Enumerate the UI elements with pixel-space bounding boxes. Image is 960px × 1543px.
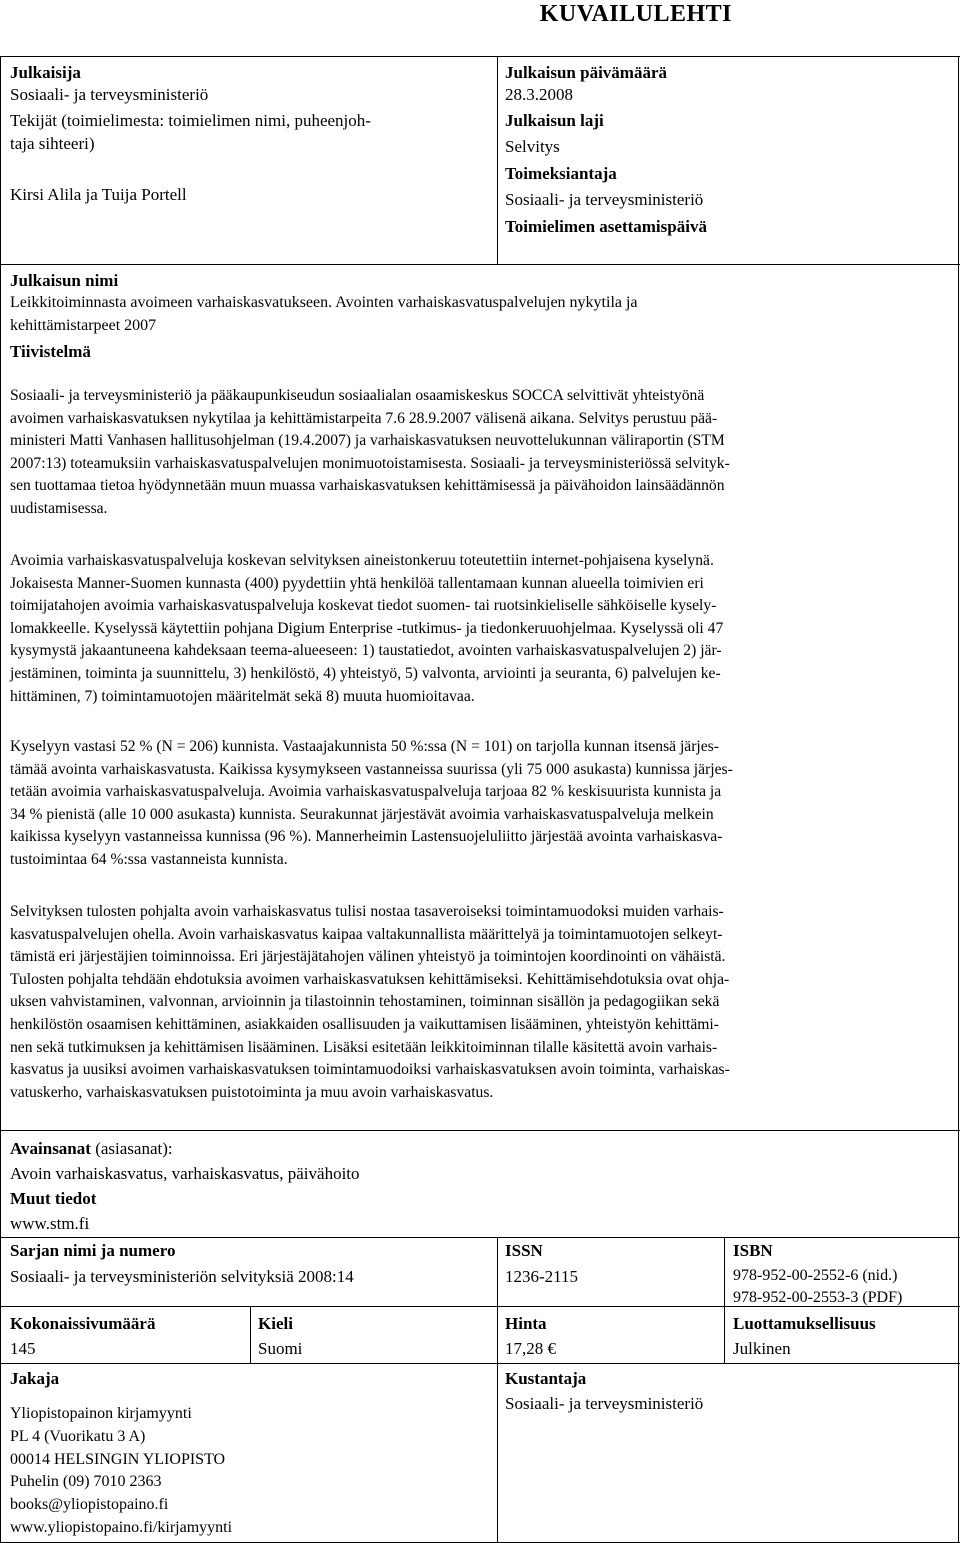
publication-date-label: Julkaisun päivämäärä: [505, 63, 668, 82]
isbn-column-divider: [724, 1237, 725, 1363]
summary-p2-line: Jokaisesta Manner-Suomen kunnasta (400) pyydettiin yhtä henkilöä tallentamaan kunnan alueella toimivien eri: [10, 574, 704, 592]
isbn-value-pdf: 978-952-00-2553-3 (PDF): [733, 1289, 903, 1306]
distributor-line: 00014 HELSINGIN YLIOPISTO: [10, 1450, 226, 1468]
issn-value: 1236-2115: [505, 1267, 579, 1286]
pages-bottom-border: [0, 1363, 960, 1364]
distributor-line: Puhelin (09) 7010 2363: [10, 1473, 162, 1491]
keywords-label-suffix: (asiasanat):: [90, 1139, 173, 1158]
authors-label-line1: Tekijät (toimielimesta: toimielimen nimi, puheenjoh-: [10, 111, 371, 130]
authors-value: Kirsi Alila ja Tuija Portell: [10, 185, 187, 204]
summary-paragraph-1: [10, 385, 950, 521]
language-column-divider: [250, 1306, 251, 1363]
distributor-line: Yliopistopainon kirjamyynti: [10, 1405, 192, 1422]
summary-p2-line: hittäminen, 7) toimintamuotojen määritelmät sekä 8) muuta huomioitavaa.: [10, 687, 475, 705]
publisher-cost-label: Kustantaja: [505, 1369, 587, 1388]
header-bottom-border: [0, 264, 960, 265]
bottom-column-divider: [497, 1237, 498, 1543]
summary-p2-line: Avoimia varhaiskasvatuspalveluja koskevan selvityksen aineistonkeruu toteutettiin internet-pohjaisena kyselynä.: [10, 552, 714, 569]
summary-p4-line: henkilöstön osaamisen kehittäminen, asiakkaiden osallisuuden ja vaikuttamisen lisääminen, yhteistyön kehittämi-: [10, 1015, 719, 1033]
isbn-value-print: 978-952-00-2552-6 (nid.): [733, 1267, 898, 1284]
summary-p1-line: ministeri Matti Vanhasen hallitusohjelman (19.4.2007) ja varhaiskasvatuksen neuvottelukunnan väliraportin (STM: [10, 432, 725, 450]
publication-date-value: 28.3.2008: [505, 85, 573, 104]
price-label: Hinta: [505, 1314, 547, 1333]
summary-p2-line: kysymystä jakaantuneena kahdeksaan teema-alueeseen: 1) taustatiedot, avointen varhaiskasvatuspalvelujen 2) jär-: [10, 642, 722, 660]
isbn-label: ISBN: [733, 1241, 773, 1260]
frame-left-border: [0, 56, 1, 1543]
summary-p4-line: Tulosten pohjalta tehdään ehdotuksia avoimen varhaiskasvatuksen kehittämiseksi. Kehittämisehdotuksia ovat ohja-: [10, 970, 730, 988]
distributor-line: PL 4 (Vuorikatu 3 A): [10, 1427, 146, 1445]
keywords-value: Avoin varhaiskasvatus, varhaiskasvatus, päivähoito: [10, 1164, 360, 1183]
summary-p3-line: tustoimintaa 64 %:ssa vastanneista kunnista.: [10, 850, 288, 868]
commissioner-value: Sosiaali- ja terveysministeriö: [505, 190, 704, 209]
summary-p3-line: Kyselyyn vastasi 52 % (N = 206) kunnista. Vastaajakunnista 50 %:ssa (N = 101) on tarjolla kunnan itsensä järjes-: [10, 738, 719, 755]
header-column-divider: [497, 56, 498, 264]
publication-name-label: Julkaisun nimi: [10, 271, 119, 290]
info-bottom-border: [0, 1237, 960, 1238]
publication-type-label: Julkaisun laji: [505, 111, 604, 130]
distributor-website-link[interactable]: www.yliopistopaino.fi/kirjamyynti: [10, 1518, 233, 1536]
committee-date-label: Toimielimen asettamispäivä: [505, 217, 707, 236]
other-info-value: www.stm.fi: [10, 1214, 90, 1233]
publisher-cost-value: Sosiaali- ja terveysministeriö: [505, 1394, 704, 1413]
summary-p2-line: toimijatahojen avoimia varhaiskasvatuspalveluja koskevat tiedot suomen- tai ruotsinkieliselle sähköiselle kysely-: [10, 597, 717, 615]
confidentiality-label: Luottamuksellisuus: [733, 1314, 876, 1333]
summary-p1-line: 2007:13) toteamuksiin varhaiskasvatuspalvelujen monimuotoistamisesta. Sosiaali- ja terveysministeriössä selvityk-: [10, 454, 730, 472]
summary-p1-line: Sosiaali- ja terveysministeriö ja pääkaupunkiseudun sosiaalialan osaamiskeskus SOCCA selvittivät yhteistyönä: [10, 387, 705, 404]
summary-bottom-border: [0, 1130, 960, 1131]
summary-p1-line: sen tuottamaa tietoa hyödynnetään muun muassa varhaiskasvatuksen kehittämisessä ja päivähoidon lainsäädännön: [10, 477, 725, 495]
summary-paragraph-3: [10, 736, 950, 872]
summary-p3-line: tetään avoimia varhaiskasvatuspalveluja. Avoimia varhaiskasvatuspalveluja tarjoaa 82 % keskisuurista kunnista ja: [10, 783, 722, 801]
page-title: KUVAILULEHTI: [539, 1, 732, 27]
summary-p3-line: kaikissa kyselyyn vastanneissa kunnissa (96 %). Mannerheimin Lastensuojeluliitto järjestää avointa varhaiskasva-: [10, 828, 723, 846]
keywords-label: Avainsanat: [10, 1139, 91, 1158]
summary-p2-line: lomakkeelle. Kyselyssä käytettiin pohjana Digium Enterprise -tutkimus- ja tiedonkeruuohjelmaa. Kyselyssä oli 47: [10, 619, 724, 637]
distributor-email-link[interactable]: books@yliopistopaino.fi: [10, 1496, 169, 1514]
summary-paragraph-4: [10, 901, 950, 1104]
summary-p4-line: Selvityksen tulosten pohjalta avoin varhaiskasvatus tulisi nostaa tasaveroiseksi toimintamuodoksi muiden varhais-: [10, 903, 724, 920]
summary-p1-line: uudistamisessa.: [10, 499, 108, 517]
confidentiality-value: Julkinen: [733, 1339, 791, 1358]
frame-top-border: [0, 56, 960, 57]
keywords-heading: [10, 1138, 173, 1160]
summary-p4-line: kasvatuspalvelujen ohella. Avoin varhaiskasvatus kaipaa valtakunnallista määrittelyä ja toimintamuotojen selkeyt-: [10, 925, 723, 943]
language-value: Suomi: [258, 1339, 303, 1358]
commissioner-label: Toimeksiantaja: [505, 164, 617, 183]
publication-name-line1: Leikkitoiminnasta avoimeen varhaiskasvatukseen. Avointen varhaiskasvatuspalvelujen nykytila ja: [10, 294, 638, 311]
total-pages-value: 145: [10, 1339, 36, 1358]
series-value: Sosiaali- ja terveysministeriön selvityksiä 2008:14: [10, 1267, 354, 1286]
distributor-address: [10, 1403, 232, 1540]
total-pages-label: Kokonaissivumäärä: [10, 1314, 156, 1333]
summary-p4-line: tämistä eri järjestäjien toiminnoissa. Eri järjestäjätahojen välinen yhteistyö ja toimintojen koordinointi on vähäistä.: [10, 948, 726, 966]
summary-p4-line: nen sekä tutkimuksen ja kehittämisen lisääminen. Lisäksi esitetään leikkitoiminnan tilalle käsitettä avoin varhais-: [10, 1038, 718, 1056]
publication-name-line2: kehittämistarpeet 2007: [10, 317, 157, 334]
publisher-value: Sosiaali- ja terveysministeriö: [10, 85, 209, 104]
summary-paragraph-2: [10, 550, 950, 708]
other-info-label: Muut tiedot: [10, 1189, 97, 1208]
summary-p4-line: vatuskerho, varhaiskasvatuksen puistotoiminta ja muu avoin varhaiskasvatus.: [10, 1083, 494, 1101]
summary-p2-line: jestäminen, toiminta ja suunnittelu, 3) henkilöstö, 4) yhteistyö, 5) valvonta, arviointi ja seuranta, 6) palvelujen ke-: [10, 664, 721, 682]
price-value: 17,28 €: [505, 1339, 556, 1358]
distributor-label: Jakaja: [10, 1369, 60, 1388]
publication-type-value: Selvitys: [505, 137, 560, 156]
summary-p4-line: kasvatus ja uusiksi avoimen varhaiskasvatuksen toimintamuodoiksi varhaiskasvatuksen avoin toiminta, varhaiskas-: [10, 1061, 730, 1079]
series-label: Sarjan nimi ja numero: [10, 1241, 176, 1260]
summary-p4-line: uksen vahvistaminen, valvonnan, arvioinnin ja tilastoinnin tehostaminen, toiminnan sisällön ja pedagogiikan sekä: [10, 993, 720, 1011]
summary-p3-line: tämää avointa varhaiskasvatusta. Kaikissa kysymykseen vastanneissa suurissa (yli 75 000 asukasta) kunnissa järjes-: [10, 760, 733, 778]
frame-right-border: [958, 56, 959, 1543]
summary-p3-line: 34 % pienistä (alle 10 000 asukasta) kunnista. Seurakunnat järjestävät avoimia varhaiskasvatuspalveluja melkein: [10, 805, 714, 823]
publisher-label: Julkaisija: [10, 63, 81, 82]
summary-label: Tiivistelmä: [10, 342, 91, 361]
issn-label: ISSN: [505, 1241, 543, 1260]
summary-p1-line: avoimen varhaiskasvatuksen nykytilaa ja kehittämistarpeita 7.6 28.9.2007 välisenä aikana. Selvitys perustuu pää-: [10, 409, 718, 427]
language-label: Kieli: [258, 1314, 293, 1333]
authors-label-line2: taja sihteeri): [10, 134, 95, 153]
